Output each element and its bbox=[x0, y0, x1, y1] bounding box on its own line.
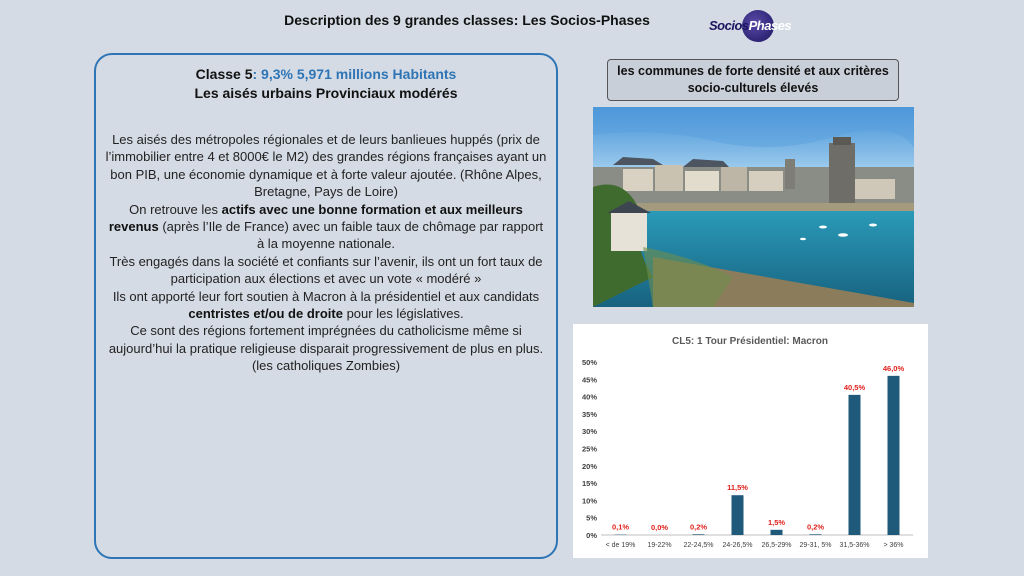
y-tick-label: 35% bbox=[581, 409, 597, 419]
bar bbox=[888, 376, 900, 535]
x-tick-label: 29-31, 5% bbox=[799, 542, 832, 549]
class-heading bbox=[96, 66, 556, 82]
bar bbox=[810, 534, 822, 535]
class-subtitle: Les aisés urbains Provinciaux modérés bbox=[194, 85, 458, 101]
y-tick-label: 25% bbox=[581, 444, 597, 454]
paragraph-4: Ils ont apporté leur fort soutien à Macron à la présidentiel et aux candidats centristes et/ou de droite pour les législatives. bbox=[112, 288, 540, 322]
data-label: 11,5% bbox=[727, 483, 748, 493]
y-tick-label: 20% bbox=[581, 461, 597, 471]
x-tick-label: 26,5-29% bbox=[761, 542, 792, 549]
data-label: 0,0% bbox=[650, 523, 669, 532]
y-tick-label: 30% bbox=[581, 427, 597, 437]
class-description bbox=[104, 131, 548, 375]
paragraph-2: On retrouve les actifs avec une bonne formation et aux meilleurs revenus (après l’Ile de France) avec un faible taux de chômage par rapport à la moyenne nationale. bbox=[108, 201, 544, 252]
y-tick-label: 5% bbox=[586, 513, 597, 523]
x-tick-label: 22-24,5% bbox=[683, 542, 714, 549]
logo-text: SociosPhases bbox=[709, 18, 792, 33]
y-tick-label: 40% bbox=[581, 392, 597, 402]
x-tick-label: 24-26,5% bbox=[722, 542, 753, 549]
x-tick-label: < de 19% bbox=[605, 542, 636, 549]
data-label: 1,5% bbox=[767, 517, 786, 527]
paragraph-5: Ce sont des régions fortement imprégnées du catholicisme même si aujourd’hui la pratique religieuse disparait progressivement de plus en plus. (les catholiques Zombies) bbox=[108, 323, 544, 374]
class-stats: : 9,3% 5,971 millions Habitants bbox=[252, 66, 457, 82]
data-label: 46,0% bbox=[882, 363, 905, 373]
y-tick-label: 45% bbox=[581, 375, 597, 385]
y-tick-label: 15% bbox=[581, 479, 597, 489]
y-tick-label: 0% bbox=[586, 531, 597, 540]
y-tick-label: 50% bbox=[581, 358, 597, 367]
x-tick-label: 19-22% bbox=[647, 542, 672, 549]
data-label: 0,2% bbox=[689, 522, 708, 532]
class-description-card bbox=[94, 53, 558, 559]
data-label: 0,1% bbox=[611, 522, 630, 532]
city-harbor-photo bbox=[593, 107, 914, 307]
data-label: 0,2% bbox=[806, 522, 825, 532]
bar bbox=[732, 495, 744, 535]
photo-caption: les communes de forte densité et aux critères socio-culturels élevés bbox=[607, 59, 899, 101]
data-label: 40,5% bbox=[843, 382, 866, 392]
paragraph-3: Très engagés dans la société et confiants sur l’avenir, ils ont un fort taux de participation aux élections et avec un vote « modéré » bbox=[109, 253, 543, 287]
x-tick-label: 31,5-36% bbox=[839, 542, 870, 549]
y-tick-label: 10% bbox=[581, 496, 597, 506]
election-bar-chart bbox=[573, 324, 928, 558]
bar bbox=[771, 530, 783, 535]
page-title: Description des 9 grandes classes: Les Socios-Phases bbox=[284, 12, 650, 28]
bar bbox=[849, 395, 861, 535]
paragraph-1: Les aisés des métropoles régionales et de leurs banlieues huppés (prix de l’immobilier entre 4 et 8000€ le M2) des grandes régions françaises ayant un bon PIB, une économie dynamique et à forte valeur ajoutée. (Rhône Alpes, Bretagne, Pays de Loire) bbox=[105, 132, 547, 200]
x-tick-label: > 36% bbox=[883, 542, 904, 549]
bar bbox=[693, 534, 705, 535]
chart-title: CL5: 1 Tour Présidentiel: Macron bbox=[672, 336, 828, 347]
socios-phases-logo bbox=[705, 8, 792, 44]
class-label: Classe 5 bbox=[195, 66, 253, 82]
